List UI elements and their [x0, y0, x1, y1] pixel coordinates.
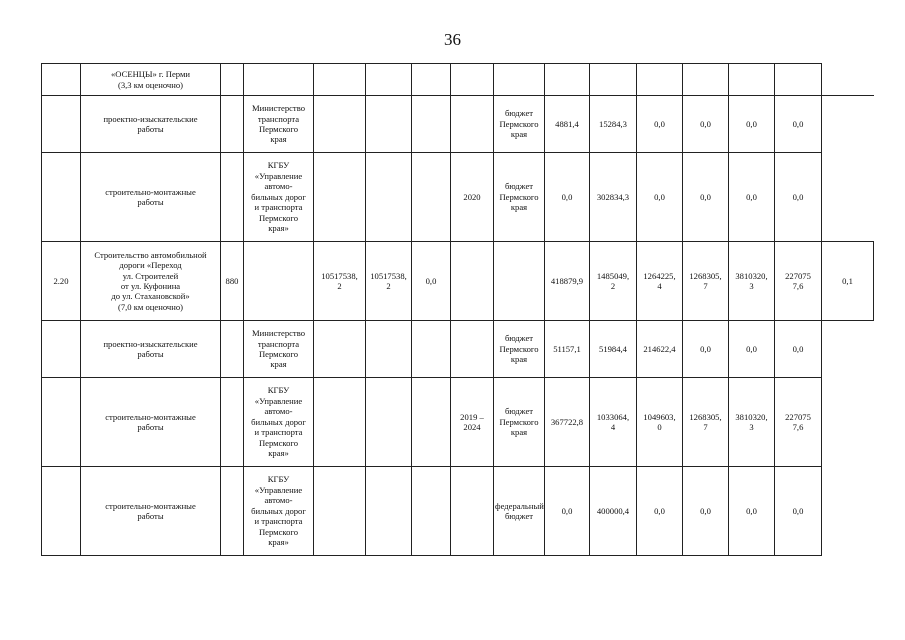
amount-cell: 0,0 — [792, 118, 804, 129]
amount-cell: 0,0 — [746, 505, 757, 516]
years-cell: 2019 – 2024 — [460, 411, 484, 432]
executor-cell: Министерство транспорта Пермского края — [252, 328, 305, 370]
item-name-cell: строительно-монтажные работы — [105, 500, 196, 521]
amount-cell: 0,0 — [654, 191, 665, 202]
amount-cell: 0,0 — [746, 118, 757, 129]
amount-cell: 0,0 — [792, 191, 804, 202]
table-row — [42, 321, 874, 378]
executor-cell: КГБУ «Управление автомо- бильных дорог и транспорта Пермского края» — [251, 385, 306, 459]
executor-cell: Министерство транспорта Пермского края — [252, 103, 305, 145]
funding-source-cell: бюджет Пермского края — [499, 108, 539, 140]
table-row — [42, 96, 874, 153]
funding-source-cell: федеральный бюджет — [495, 500, 544, 521]
amount-cell: 1033064, 4 — [596, 411, 630, 432]
amount-cell: 227075 7,6 — [785, 270, 811, 291]
item-name-cell: строительно-монтажные работы — [105, 186, 196, 207]
amount-cell: 214622,4 — [643, 343, 676, 354]
amount-cell: 418879,9 — [550, 275, 584, 286]
amount-cell: 15284,3 — [599, 118, 627, 129]
amount-cell: 1268305, 7 — [689, 411, 722, 432]
amount-cell: 1049603, 0 — [643, 411, 676, 432]
amount-cell: 400000,4 — [596, 505, 630, 516]
table-row — [42, 378, 874, 467]
item-name-cell: Строительство автомобильной дороги «Переход ул. Строителей от ул. Куфонина до ул. Стахановской» (7,0 км оценочно) — [94, 249, 207, 312]
amount-cell: 10517538, 2 — [370, 270, 407, 291]
amount-cell: 0,0 — [700, 118, 711, 129]
value-cell: 0,1 — [842, 275, 853, 286]
amount-cell: 0,0 — [700, 191, 711, 202]
amount-cell: 367722,8 — [550, 416, 584, 427]
funding-source-cell: бюджет Пермского края — [499, 181, 539, 213]
table-row — [42, 467, 874, 556]
item-name-cell: проектно-изыскательские работы — [103, 113, 198, 134]
funding-source-cell: бюджет Пермского края — [499, 333, 539, 365]
amount-cell: 0,0 — [700, 343, 711, 354]
amount-cell: 0,0 — [654, 118, 665, 129]
code-cell: 880 — [225, 275, 239, 286]
executor-cell: КГБУ «Управление автомо- бильных дорог и транспорта Пермского края» — [251, 474, 306, 548]
item-name-cell: «ОСЕНЦЫ» г. Перми (3,3 км оценочно) — [110, 69, 191, 90]
amount-cell: 0,0 — [654, 505, 665, 516]
amount-cell: 4881,4 — [555, 118, 579, 129]
amount-cell: 0,0 — [425, 275, 437, 286]
amount-cell: 0,0 — [561, 505, 573, 516]
item-name-cell: проектно-изыскательские работы — [103, 338, 198, 359]
amount-cell: 51984,4 — [599, 343, 627, 354]
amount-cell: 1264225, 4 — [643, 270, 676, 291]
page-number: 36 — [444, 30, 461, 49]
amount-cell: 3810320, 3 — [735, 411, 768, 432]
years-cell: 2020 — [463, 191, 481, 202]
table-row — [42, 153, 874, 242]
amount-cell: 0,0 — [792, 343, 804, 354]
item-number-cell: 2.20 — [53, 275, 69, 286]
amount-cell: 10517538, 2 — [321, 270, 358, 291]
table-row — [42, 242, 874, 321]
amount-cell: 302834,3 — [596, 191, 630, 202]
executor-cell: КГБУ «Управление автомо- бильных дорог и транспорта Пермского края» — [251, 160, 306, 234]
amount-cell: 0,0 — [746, 191, 757, 202]
amount-cell: 0,0 — [700, 505, 711, 516]
amount-cell: 0,0 — [561, 191, 573, 202]
amount-cell: 0,0 — [746, 343, 757, 354]
budget-table — [41, 63, 874, 556]
amount-cell: 1268305, 7 — [689, 270, 722, 291]
funding-source-cell: бюджет Пермского края — [499, 406, 539, 438]
amount-cell: 51157,1 — [553, 343, 581, 354]
amount-cell: 0,0 — [792, 505, 804, 516]
amount-cell: 1485049, 2 — [596, 270, 630, 291]
table-row — [42, 64, 874, 96]
amount-cell: 227075 7,6 — [785, 411, 811, 432]
item-name-cell: строительно-монтажные работы — [105, 411, 196, 432]
amount-cell: 3810320, 3 — [735, 270, 768, 291]
